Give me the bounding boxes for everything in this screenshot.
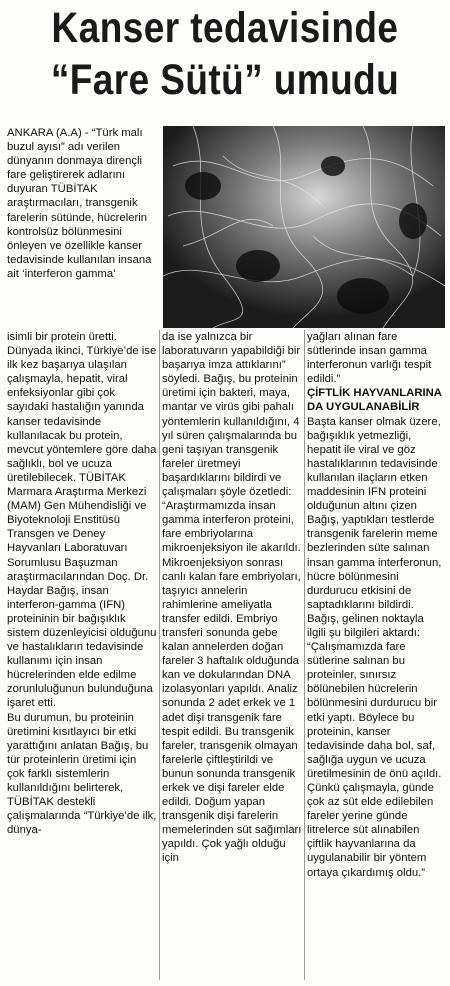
section-subheading: ÇİFTLİK HAYVANLARINA DA UYGULANABİLİR [307, 387, 442, 414]
headline-line-2: “Fare Sütü” umudu [50, 56, 400, 104]
headline-line-1: Kanser tedavisinde [51, 4, 399, 52]
article-intro [7, 126, 157, 281]
column-3-paragraph: yağları alınan fare sütlerinde insan gamma interferonun varlığı tespit edildi.” [307, 331, 432, 386]
column-divider [159, 330, 160, 980]
article-column-3 [307, 330, 445, 880]
article-column-2 [162, 330, 302, 866]
article-photo [163, 126, 445, 328]
column-divider [304, 330, 305, 980]
column-3-paragraph-2: Başta kanser olmak üzere, bağışıklık yetmezliği, hepatit ile viral ve göz hastalıklarının tedavisinde kullanılan ilaçların etken maddesinin IFN proteini olduğunun altını çizen Bağış, yaptıkları testlerde transgenik farelerin meme bezlerinden süte salınan insan gamma interferonun, hücre bölünmesini durdurucu etkisini de saptadıklarını bildirdi. Bağış, gelinen noktayla ilgili şu bilgileri aktardı: [307, 415, 442, 639]
intro-paragraph: ANKARA (A.A) - “Türk malı buzul ayısı” adı verilen dünyanın donmaya dirençli fare geliştirerek adlarını duyuran TÜBİTAK araştırmacıları, transgenik farelerin sütünde, hücrelerin kontrolsüz bölünmesini önleyen ve özellikle kanser tedavisinde kullanılan insana ait ‘interferon gamma’ [7, 127, 152, 280]
column-3-paragraph-3: “Çalışmamızda fare sütlerine salınan bu proteinler, sınırsız bölünebilen hücrelerin bölünmesini durdurucu bir etki yaptı. Böylece bu proteinin, kanser tedavisinde daha bol, saf, sağlığa uygun ve ucuza üretilmesinin de önü açıldı. Çünkü çalışmayla, günde çok az süt elde edilebilen fareler yerine günde litrelerce süt alınabilen çiftlik hayvanlarına da uygulanabilir bir yöntem ortaya çıkardımış oldu.” [307, 641, 442, 879]
column-1-paragraph-2: Bu durumun, bu proteinin üretimini kısıtlayıcı bir etki yarattığını anlatan Bağış, bu tür proteinlerin üretimi için çok farklı sistemlerin kullanıldığını belirterek, TÜBİTAK destekli çalışmalarında “Türkiye’de ilk, dünya- [7, 711, 157, 837]
article-column-1 [7, 330, 157, 837]
micrograph-image [163, 126, 445, 328]
column-2-paragraph: da ise yalnızca bir laboratuvarın yapabildiği bir başarıya imza attıklarını” söyledi. Bağış, bu proteinin üretimi için bakteri, maya, mantar ve virüs gibi pahalı yöntemlerin kullanıldığını, 4 yıl süren çalışmalarında bu geni taşıyan transgenik fareler üretmeyi başardıklarını bildirdi ve çalışmaları şöyle özetledi: “Araştırmamızda insan gamma interferon proteini, fare embriyolarına mikroenjeksiyon ile akarıldı. Mikroenjeksiyon sonrası canlı kalan fare embriyoları, taşıyıcı annelerin rahimlerine ameliyatla transfer edildi. Embriyo transferi sonunda gebe kalan annelerden doğan fareler 3 haftalık olduğunda kan ve dokularından DNA izolasyonları yapıldı. Analiz sonunda 2 adet erkek ve 1 adet dişi transgenik fare tespit edildi. Bu transgenik fareler, transgenik olmayan farelerle çiftleştirildi ve bunun sonunda transgenik erkek ve dişi fareler elde edildi. Doğum yapan transgenik dişi farelerin memelerinden süt sağımları yapıldı. Çok yağlı olduğu için [162, 331, 302, 865]
column-1-paragraph: isimli bir protein üretti. Dünyada ikinci, Türkiye’de ise ilk kez başarıya ulaşılan çalışmayla, hepatit, viral enfeksiyonlar gibi çok sayıdaki hastalığın yanında kanser tedavisinde kullanılacak bu protein, mevcut yöntemlere göre daha sağlıklı, bol ve ucuza üretilebilecek. TÜBİTAK Marmara Araştırma Merkezi (MAM) Gen Mühendisliği ve Biyoteknoloji Enstitüsü Transgen ve Deney Hayvanları Laboratuvarı Sorumlusu Başuzman araştırmacılarından Doç. Dr. Haydar Bağış, insan interferon-gamma (IFN) proteininin bir bağışıklık sistem düzenleyicisi olduğunu ve hastalıkların tedavisinde kullanımı için insan hücrelerinden elde edilme zorunluluğunun bulunduğuna işaret etti. [7, 331, 157, 710]
